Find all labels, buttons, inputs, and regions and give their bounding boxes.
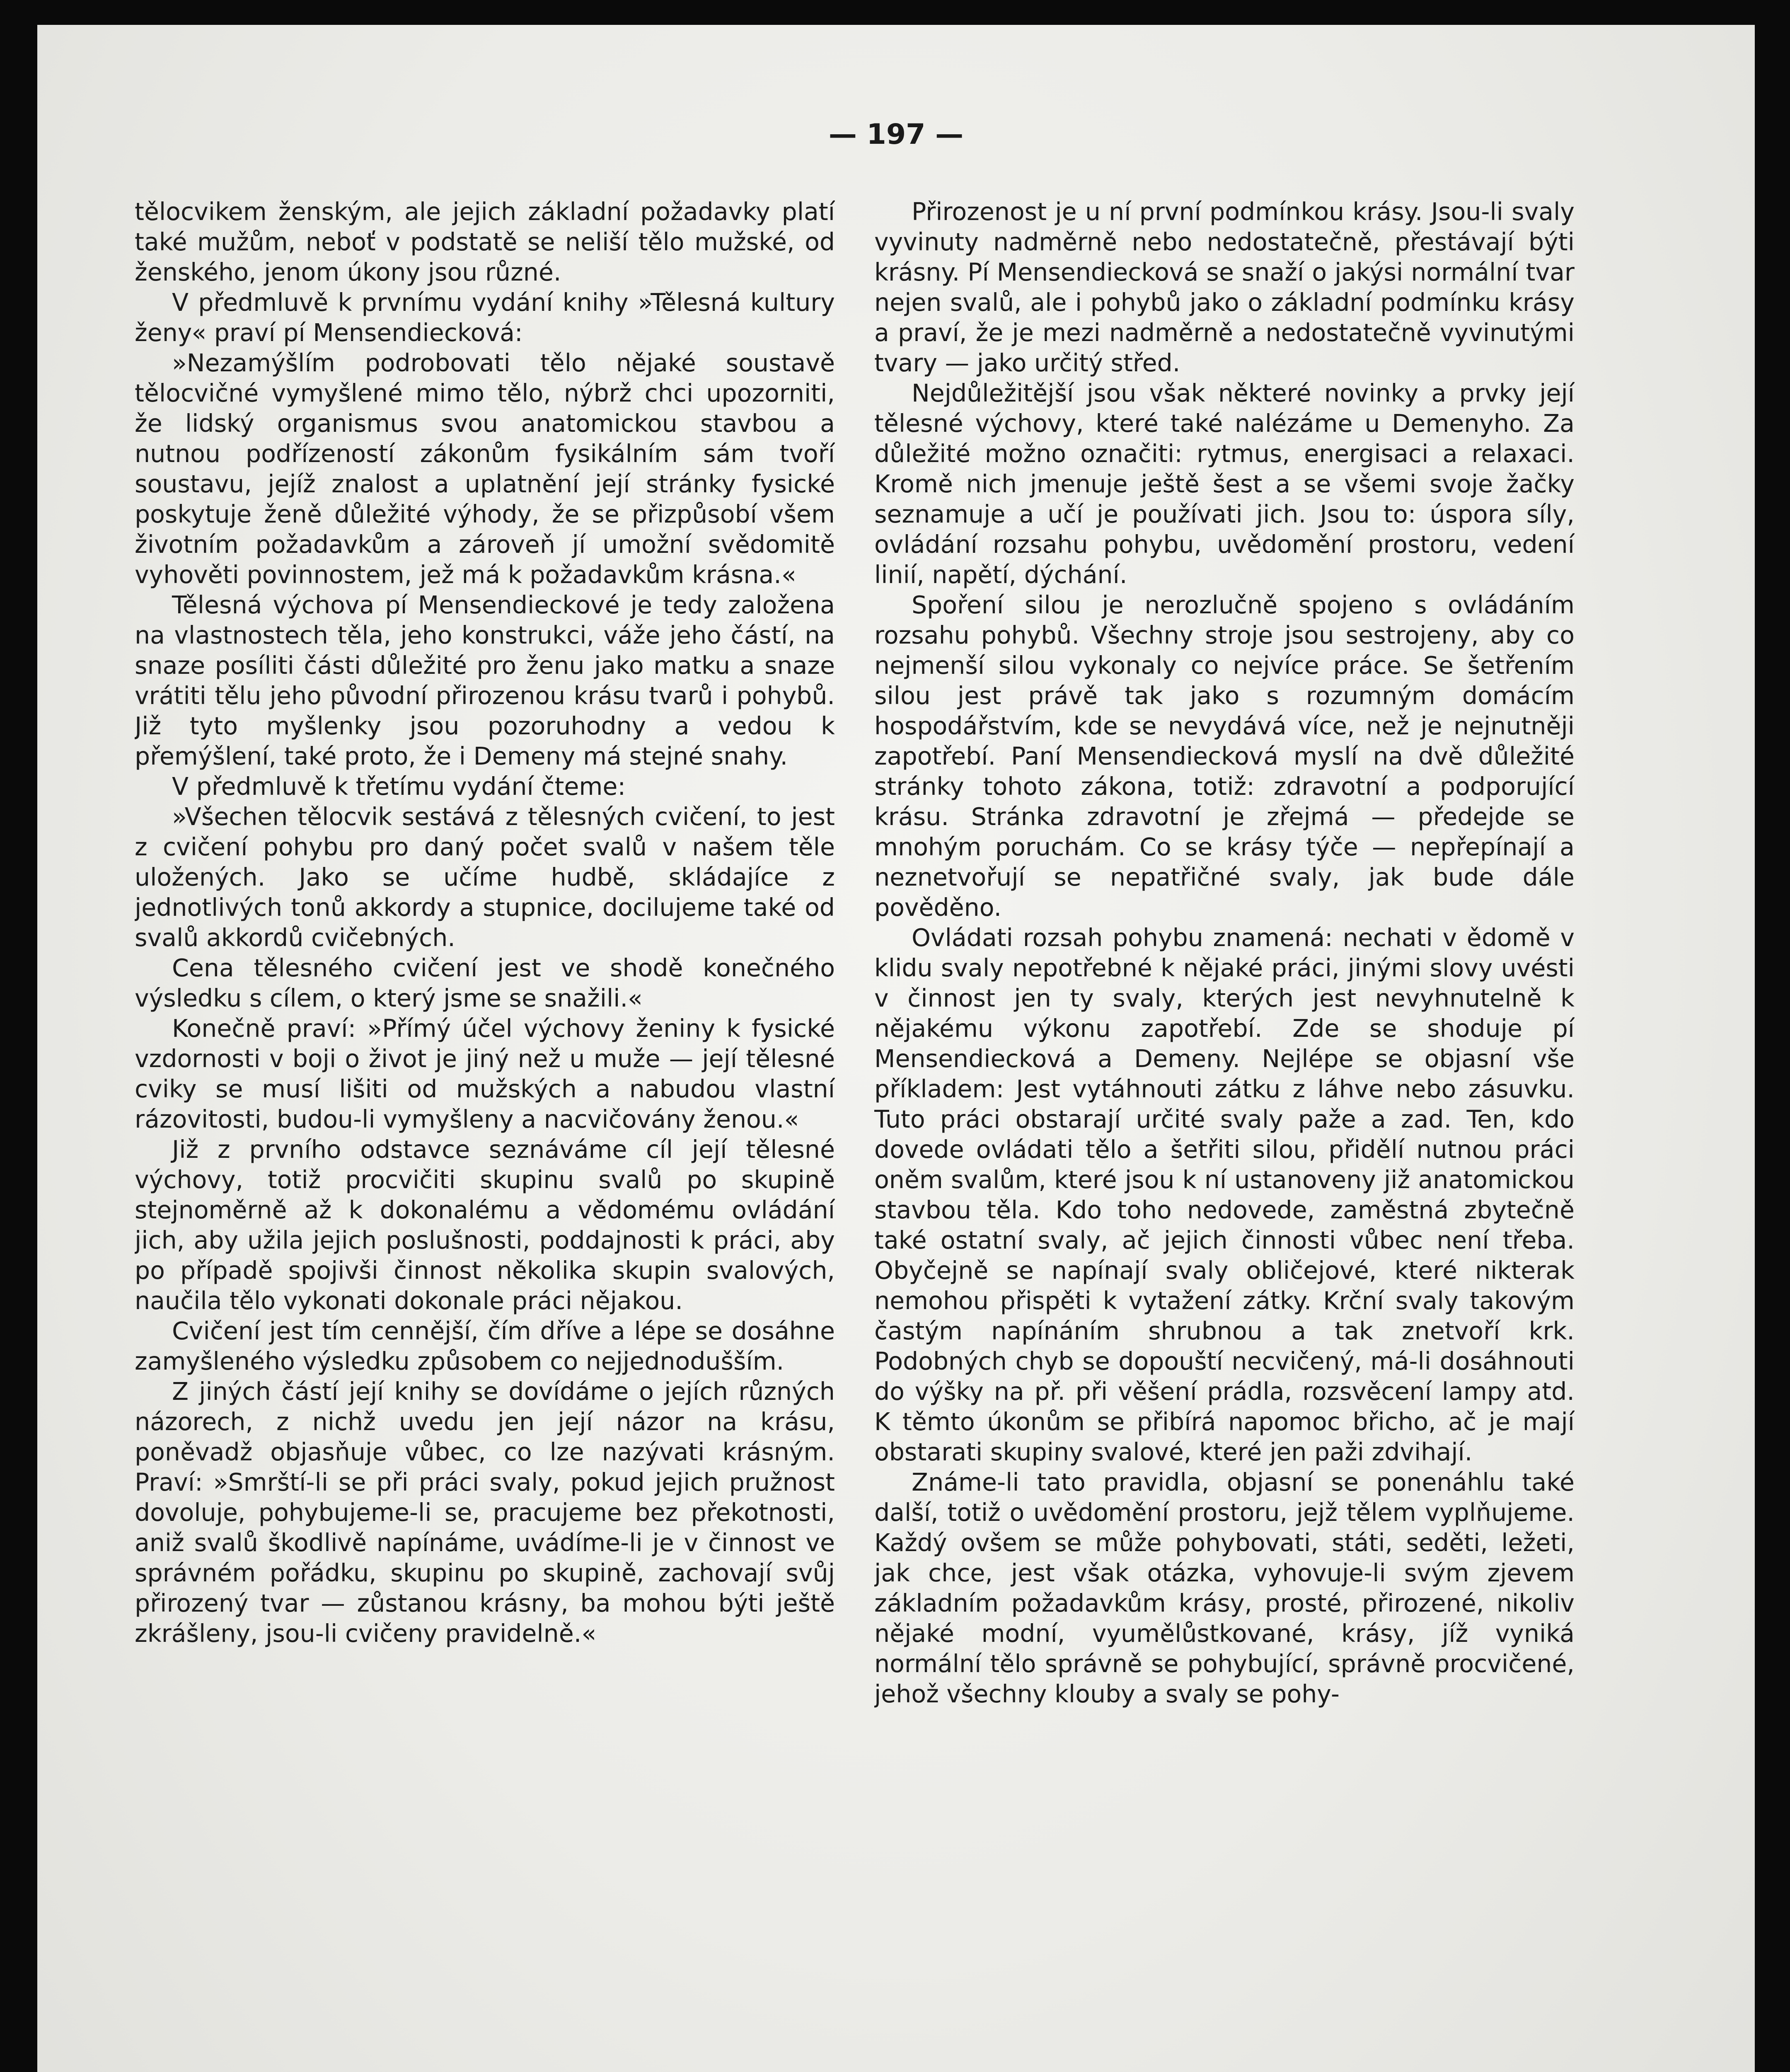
paragraph: V předmluvě k prvnímu vydání knihy »Tělesná kultury ženy« praví pí Mensendiecková:: [135, 288, 835, 347]
quote-paragraph: Cena tělesného cvičení jest ve shodě konečného výsledku s cílem, o který jsme se snažili.«: [135, 954, 835, 1012]
page-number: — 197 —: [828, 118, 964, 151]
paragraph: Nejdůležitější jsou však některé novinky a prvky její tělesné výchovy, které také nalézáme u Demenyho. Za důležité možno označiti: rytmus, energisaci a relaxaci. Kromě nich jmenuje ještě šest a se všemi svoje žačky seznamuje a učí je používati jich. Jsou to: úspora síly, ovládání rozsahu pohybu, uvědomění prostoru, vedení linií, napětí, dýchání.: [874, 379, 1575, 589]
paragraph: Tělesná výchova pí Mensendieckové je tedy založena na vlastnostech těla, jeho konstrukci, váže jeho částí, na snaze posíliti části důležité pro ženu jako matku a snaze vrátiti tělu jeho původní přirozenou krásu tvarů i pohybů. Již tyto myšlenky jsou pozoruhodny a vedou k přemýšlení, také proto, že i Demeny má stejné snahy.: [135, 591, 835, 770]
paragraph: Konečně praví: »Přímý účel výchovy ženiny k fysické vzdornosti v boji o život je jiný než u muže — její tělesné cviky se musí lišiti od mužských a nabudou vlastní rázovitosti, budou-li vymyšleny a nacvičovány ženou.«: [135, 1014, 835, 1133]
left-column: [135, 197, 835, 2072]
paragraph: Přirozenost je u ní první podmínkou krásy. Jsou-li svaly vyvinuty nadměrně nebo nedostatečně, přestávají býti krásny. Pí Mensendiecková se snaží o jakýsi normální tvar nejen svalů, ale i pohybů jako o základní podmínku krásy a praví, že je mezi nadměrně a nedostatečně vyvinutými tvary — jako určitý střed.: [874, 198, 1575, 377]
paragraph: Spoření silou je nerozlučně spojeno s ovládáním rozsahu pohybů. Všechny stroje jsou sestrojeny, aby co nejmenší silou vykonaly co nejvíce práce. Se šetřením silou jest právě tak jako s rozumným domácím hospodářstvím, kde se nevydává více, než je nejnutněji zapotřebí. Paní Mensendiecková myslí na dvě důležité stránky tohoto zákona, totiž: zdravotní a podporující krásu. Stránka zdravotní je zřejmá — předejde se mnohým poruchám. Co se krásy týče — nepřepínají a neznetvořují se nepatřičné svaly, jak bude dále pověděno.: [874, 591, 1575, 922]
paragraph: Z jiných částí její knihy se dovídáme o jejích různých názorech, z nichž uvedu jen její názor na krásu, poněvadž objasňuje vůbec, co lze nazývati krásným. Praví: »Smrští-li se při práci svaly, pokud jejich pružnost dovoluje, pohybujeme-li se, pracujeme bez překotnosti, aniž svalů škodlivě napínáme, uvádíme-li je v činnost ve správném pořádku, skupinu po skupině, zachovají svůj přirozený tvar — zůstanou krásny, ba mohou býti ještě zkrášleny, jsou-li cvičeny pravidelně.«: [135, 1377, 835, 1648]
paragraph: Cvičení jest tím cennější, čím dříve a lépe se dosáhne zamyšleného výsledku způsobem co nejjednodušším.: [135, 1317, 835, 1375]
paragraph: Známe-li tato pravidla, objasní se ponenáhlu také další, totiž o uvědomění prostoru, jejž tělem vyplňujeme. Každý ovšem se může pohybovati, státi, seděti, ležeti, jak chce, jest však otázka, vyhovuje-li svým zjevem základním požadavkům krásy, prosté, přirozené, nikoliv nějaké modní, vyumělůstkované, krásy, jíž vyniká normální tělo správně se pohybující, správně procvičené, jehož všechny klouby a svaly se pohy-: [874, 1468, 1575, 1708]
paragraph: Ovládati rozsah pohybu znamená: nechati v ědomě v klidu svaly nepotřebné k nějaké práci, jinými slovy uvésti v činnost jen ty svaly, kterých jest nevyhnutelně k nějakému výkonu zapotřebí. Zde se shoduje pí Mensendiecková a Demeny. Nejlépe se objasní vše příkladem: Jest vytáhnouti zátku z láhve nebo zásuvku. Tuto práci obstarají určité svaly paže a zad. Ten, kdo dovede ovládati tělo a šetřiti silou, přidělí nutnou práci oněm svalům, které jsou k ní ustanoveny již anatomickou stavbou těla. Kdo toho nedovede, zaměstná zbytečně také ostatní svaly, ač jejich činnosti vůbec není třeba. Obyčejně se napínají svaly obličejové, které nikterak nemohou přispěti k vytažení zátky. Krční svaly takovým častým napínáním shrubnou a tak znetvoří krk. Podobných chyb se dopouští necvičený, má-li dosáhnouti do výšky na př. při věšení prádla, rozsvěcení lampy atd. K těmto úkonům se přibírá napomoc břicho, ač je mají obstarati skupiny svalové, které jen paži zdvihají.: [874, 924, 1575, 1466]
paragraph: Již z prvního odstavce seznáváme cíl její tělesné výchovy, totiž procvičiti skupinu svalů po skupině stejnoměrně až k dokonalému a vědomému ovládání jich, aby užila jejich poslušnosti, poddajnosti k práci, aby po případě spojivši činnost několika skupin svalových, naučila tělo vykonati dokonale práci nějakou.: [135, 1135, 835, 1315]
quote-paragraph: »Všechen tělocvik sestává z tělesných cvičení, to jest z cvičení pohybu pro daný počet svalů v našem těle uložených. Jako se učíme hudbě, skládajíce z jednotlivých tonů akkordy a stupnice, docilujeme také od svalů akkordů cvičebných.: [135, 803, 835, 952]
scanned-page: [37, 25, 1755, 2072]
paragraph: tělocvikem ženským, ale jejich základní požadavky platí také mužům, neboť v podstatě se neliší tělo mužské, od ženského, jenom úkony jsou různé.: [135, 198, 835, 286]
right-column: [874, 197, 1575, 2072]
quote-paragraph: »Nezamýšlím podrobovati tělo nějaké soustavě tělocvičné vymyšlené mimo tělo, nýbrž chci upozorniti, že lidský organismus svou anatomickou stavbou a nutnou podřízeností zákonům fysikálním sám tvoří soustavu, jejíž znalost a uplatnění její stránky fysické poskytuje ženě důležité výhody, že se přizpůsobí všem životním požadavkům a zároveň jí umožní svědomitě vyhověti povinnostem, jež má k požadavkům krásna.«: [135, 349, 835, 589]
paragraph: V předmluvě k třetímu vydání čteme:: [172, 772, 626, 801]
